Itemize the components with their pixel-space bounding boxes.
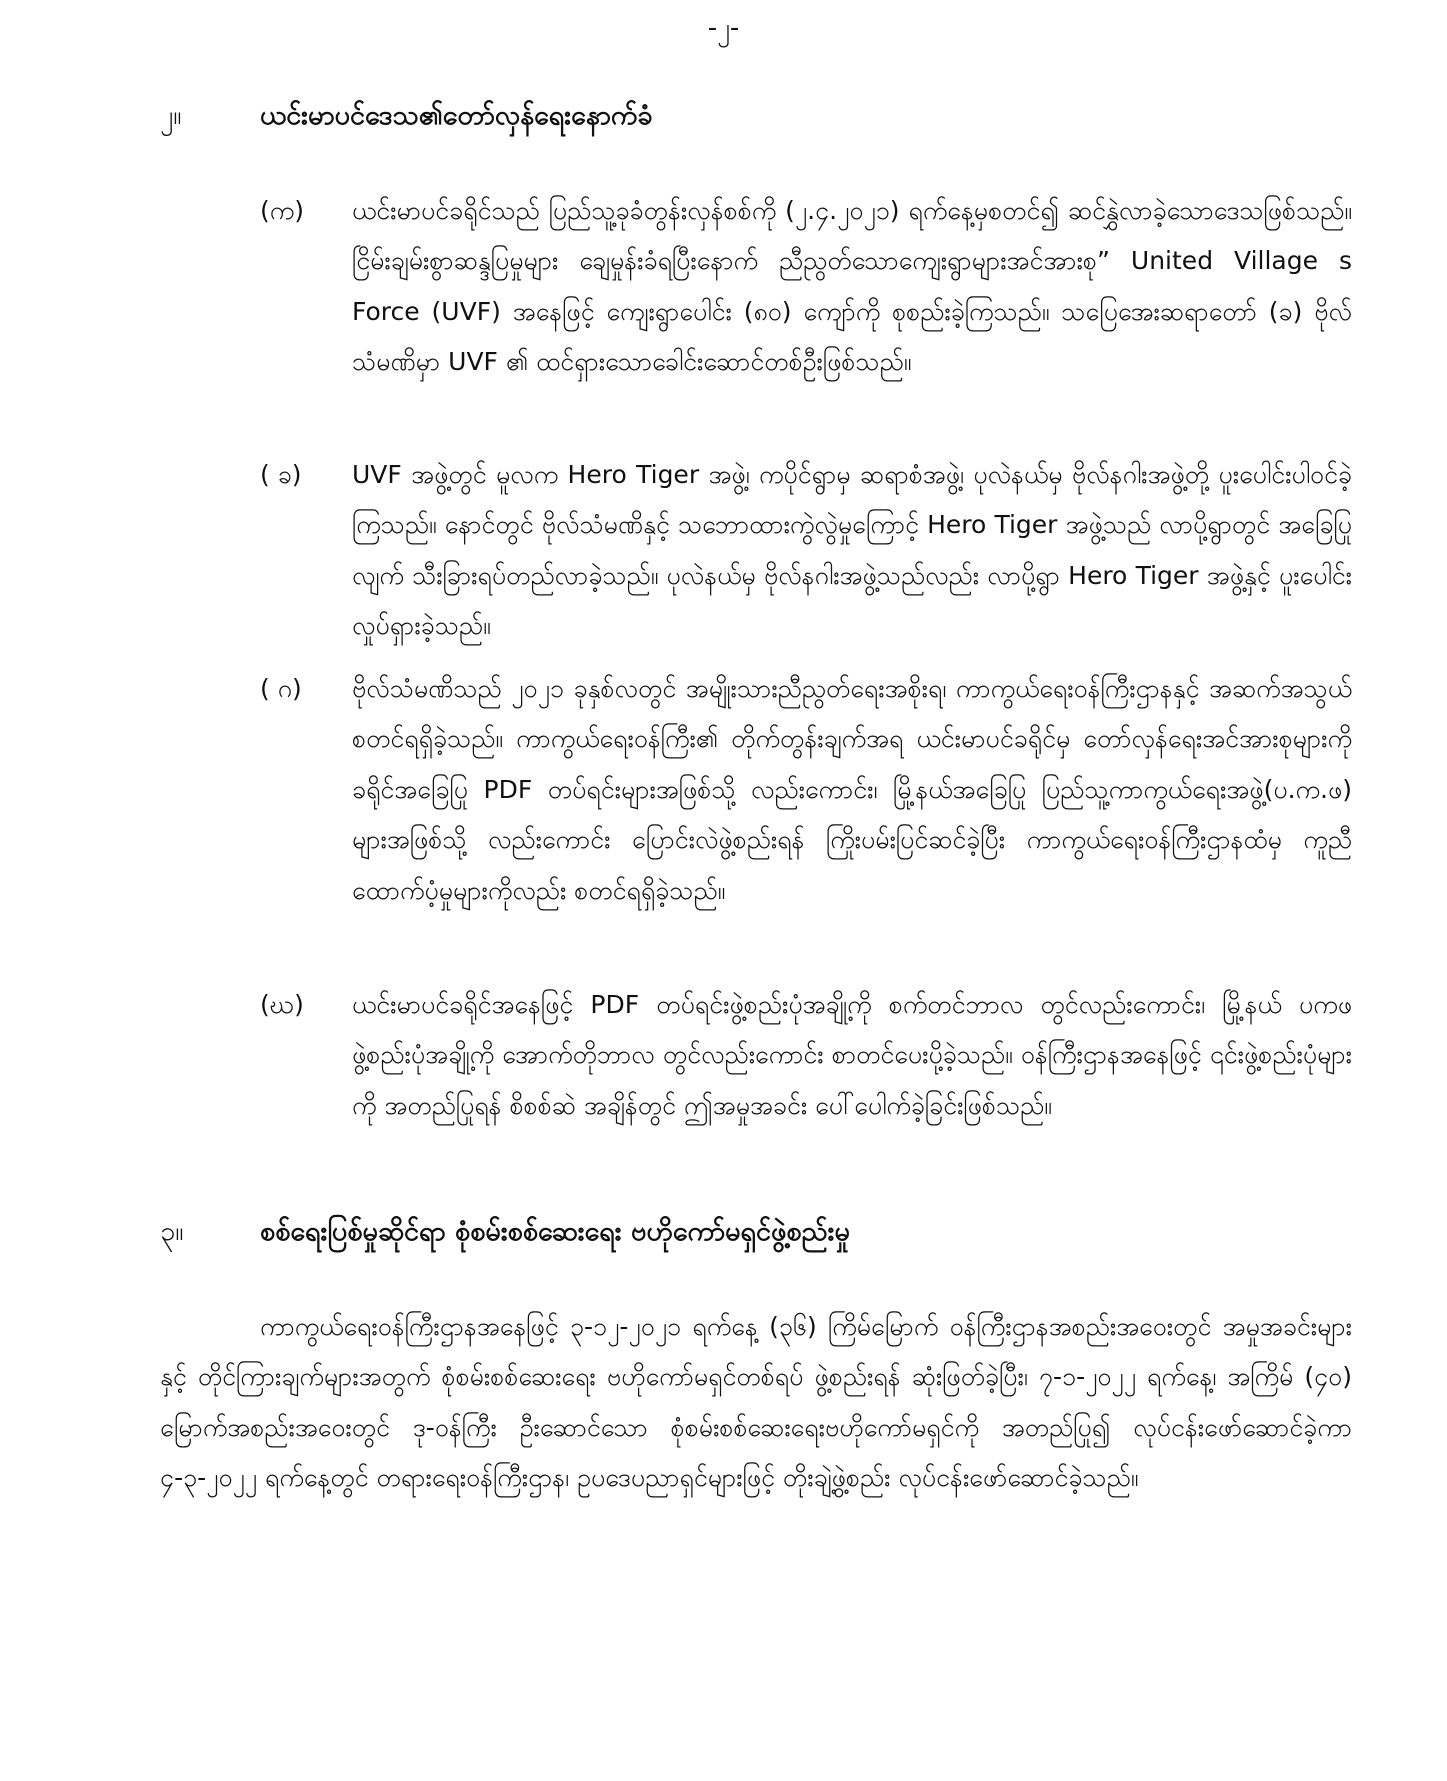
sub-item-label: ( ခ)	[260, 460, 302, 489]
sub-item-label: (က)	[260, 196, 304, 225]
sub-item-label: (ဃ)	[260, 990, 304, 1019]
section-number: ၃။	[160, 1216, 184, 1247]
section-3-paragraph: ကာကွယ်ရေးဝန်ကြီးဌာနအနေဖြင့် ၃-၁၂-၂၀၂၁ ရက်နေ့ (၃၆) ကြိမ်မြောက် ဝန်ကြီးဌာနအစည်းအဝေးတွင် အမှုအခင်းများနှင့် တိုင်ကြားချက်များအတွက် စုံစမ်းစစ်ဆေးရေး ဗဟိုကော်မရှင်တစ်ရပ် ဖွဲ့စည်းရန် ဆုံးဖြတ်ခဲ့ပြီး၊ ၇-၁-၂၀၂၂ ရက်နေ့၊ အကြိမ် (၄၀) မြောက်အစည်းအဝေးတွင် ဒု-ဝန်ကြီး ဦးဆောင်သော စုံစမ်းစစ်ဆေးရေးဗဟိုကော်မရှင်ကို အတည်ပြု၍ လုပ်ငန်းဖော်ဆောင်ခဲ့ကာ ၄-၃-၂၀၂၂ ရက်နေ့တွင် တရားရေးဝန်ကြီးဌာန၊ ဥပဒေပညာရှင်များဖြင့် တိုးချဲ့ဖွဲ့စည်း လုပ်ငန်းဖော်ဆောင်ခဲ့သည်။	[160, 1312, 1352, 1493]
sub-item-kha	[260, 450, 1352, 652]
sub-item-ga	[260, 664, 1352, 916]
section-number: ၂။	[160, 100, 182, 131]
sub-item-text: ဗိုလ်သံမဏိသည် ၂၀၂၁ ခုနှစ်လတွင် အမျိုးသားညီညွတ်ရေးအစိုးရ၊ ကာကွယ်ရေးဝန်ကြီးဌာနနှင့် အဆက်အသွယ် စတင်ရရှိခဲ့သည်။ ကာကွယ်ရေးဝန်ကြီး၏ တိုက်တွန်းချက်အရ ယင်းမာပင်ခရိုင်မှ တော်လှန်ရေးအင်အားစုများကို ခရိုင်အခြေပြု PDF တပ်ရင်းများအဖြစ်သို့ လည်းကောင်း၊ မြို့နယ်အခြေပြု ပြည်သူ့ကာကွယ်ရေးအဖွဲ့(ပ.က.ဖ) များအဖြစ်သို့ လည်းကောင်း ပြောင်းလဲဖွဲ့စည်းရန် ကြိုးပမ်းပြင်ဆင်ခဲ့ပြီး ကာကွယ်ရေးဝန်ကြီးဌာနထံမှ ကူညီထောက်ပံ့မှုများကိုလည်း စတင်ရရှိခဲ့သည်။	[352, 674, 1352, 905]
sub-item-text: ယင်းမာပင်ခရိုင်သည် ပြည်သူ့ခုခံတွန်းလှန်စစ်ကို (၂.၄.၂၀၂၁) ရက်နေ့မှစတင်၍ ဆင်နွှဲလာခဲ့သောဒေသဖြစ်သည်။ ငြိမ်းချမ်းစွာဆန္ဒပြမှုများ ချေမှုန်းခံရပြီးနောက် ညီညွတ်သောကျေးရွာများအင်အားစု” United Village s Force (UVF) အနေဖြင့် ကျေးရွာပေါင်း (၈၀) ကျော်ကို စုစည်းခဲ့ကြသည်။ သပြေအေးဆရာတော် (ခ) ဗိုလ်သံမဏိမှာ UVF ၏ ထင်ရှားသောခေါင်းဆောင်တစ်ဦးဖြစ်သည်။	[352, 196, 1352, 377]
section-title: ယင်းမာပင်ဒေသ၏တော်လှန်ရေးနောက်ခံ	[260, 100, 653, 131]
section-heading-2	[160, 96, 1360, 136]
sub-item-text: UVF အဖွဲ့တွင် မူလက Hero Tiger အဖွဲ့၊ ကပိုင်ရွာမှ ဆရာစံအဖွဲ့၊ ပုလဲနယ်မှ ဗိုလ်နဂါးအဖွဲ့တို့ ပူးပေါင်းပါဝင်ခဲ့ကြသည်။ နောင်တွင် ဗိုလ်သံမဏိနှင့် သဘောထားကွဲလွဲမှုကြောင့် Hero Tiger အဖွဲ့သည် လာပို့ရွာတွင် အခြေပြုလျက် သီးခြားရပ်တည်လာခဲ့သည်။ ပုလဲနယ်မှ ဗိုလ်နဂါးအဖွဲ့သည်လည်း လာပို့ရွာ Hero Tiger အဖွဲ့နှင့် ပူးပေါင်းလှုပ်ရှားခဲ့သည်။	[352, 460, 1352, 641]
section-heading-3	[160, 1212, 1360, 1252]
sub-item-text: ယင်းမာပင်ခရိုင်အနေဖြင့် PDF တပ်ရင်းဖွဲ့စည်းပုံအချို့ကို စက်တင်ဘာလ တွင်လည်းကောင်း၊ မြို့နယ် ပကဖ ဖွဲ့စည်းပုံအချို့ကို အောက်တိုဘာလ တွင်လည်းကောင်း စာတင်ပေးပို့ခဲ့သည်။ ဝန်ကြီးဌာနအနေဖြင့် ၎င်းဖွဲ့စည်းပုံများကို အတည်ပြုရန် စိစစ်ဆဲ အချိန်တွင် ဤအမှုအခင်း ပေါ်ပေါက်ခဲ့ခြင်းဖြစ်သည်။	[352, 990, 1352, 1120]
page-number: -၂-	[707, 13, 740, 43]
sub-item-ka	[260, 186, 1352, 388]
sub-item-gha	[260, 980, 1352, 1131]
section-title: စစ်ရေးပြစ်မှုဆိုင်ရာ စုံစမ်းစစ်ဆေးရေး ဗဟိုကော်မရှင်ဖွဲ့စည်းမှု	[260, 1216, 850, 1247]
sub-item-label: ( ဂ)	[260, 674, 302, 703]
